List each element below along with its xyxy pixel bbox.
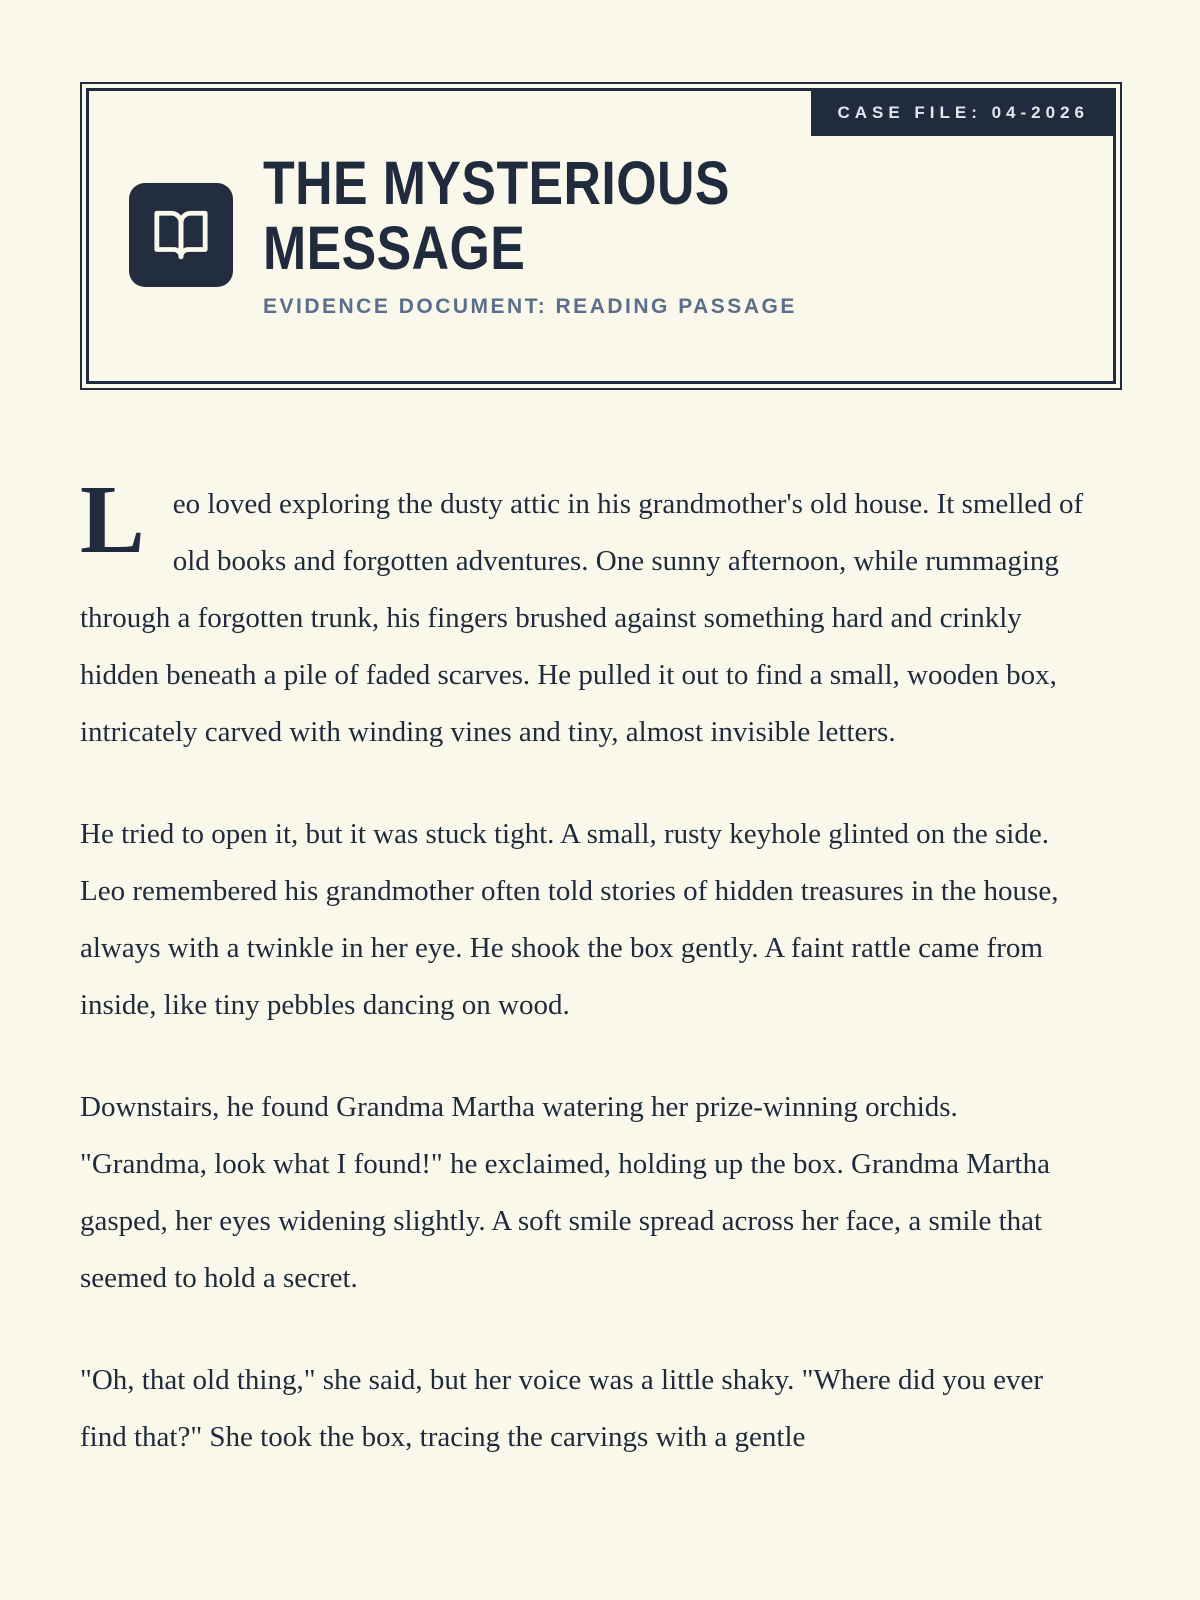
case-file-card-inner <box>86 88 1116 384</box>
drop-cap: L <box>80 466 145 574</box>
passage-paragraph-3: Downstairs, he found Grandma Martha watering her prize-winning orchids. "Grandma, look what I found!" he exclaimed, holding up the box. Grandma Martha gasped, her eyes widening slightly. A soft smile spread across her face, a smile that seemed to hold a secret. <box>80 1091 1050 1295</box>
reading-passage <box>80 390 1088 1466</box>
passage-paragraph-1 <box>80 466 1088 761</box>
case-file-card <box>80 82 1122 390</box>
passage-paragraph-4: "Oh, that old thing," she said, but her voice was a little shaky. "Where did you ever find that?" She took the box, tracing the carvings with a gentle <box>80 1364 1044 1454</box>
case-file-badge: CASE FILE: 04-2026 <box>811 91 1113 136</box>
page-title-line1: THE MYSTERIOUS <box>263 149 730 217</box>
paragraph-1-text: eo loved exploring the dusty attic in his grandmother's old house. It smelled of old books and forgotten adventures. One sunny afternoon, while rummaging through a forgotten trunk, his fingers brushed against something hard and crinkly hidden beneath a pile of faded scarves. He pulled it out to find a small, wooden box, intricately carved with winding vines and tiny, almost invisible letters. <box>80 488 1084 749</box>
open-book-icon <box>129 183 233 287</box>
passage-paragraph-2: He tried to open it, but it was stuck tight. A small, rusty keyhole glinted on the side. Leo remembered his grandmother often told stories of hidden treasures in the house, always with a twinkle in her eye. He shook the box gently. A faint rattle came from inside, like tiny pebbles dancing on wood. <box>80 818 1059 1022</box>
page-title <box>263 151 952 280</box>
title-block <box>263 151 1073 319</box>
page-subtitle: EVIDENCE DOCUMENT: READING PASSAGE <box>263 295 797 319</box>
page-title-line2: MESSAGE <box>263 213 526 282</box>
header-row <box>129 151 1073 319</box>
